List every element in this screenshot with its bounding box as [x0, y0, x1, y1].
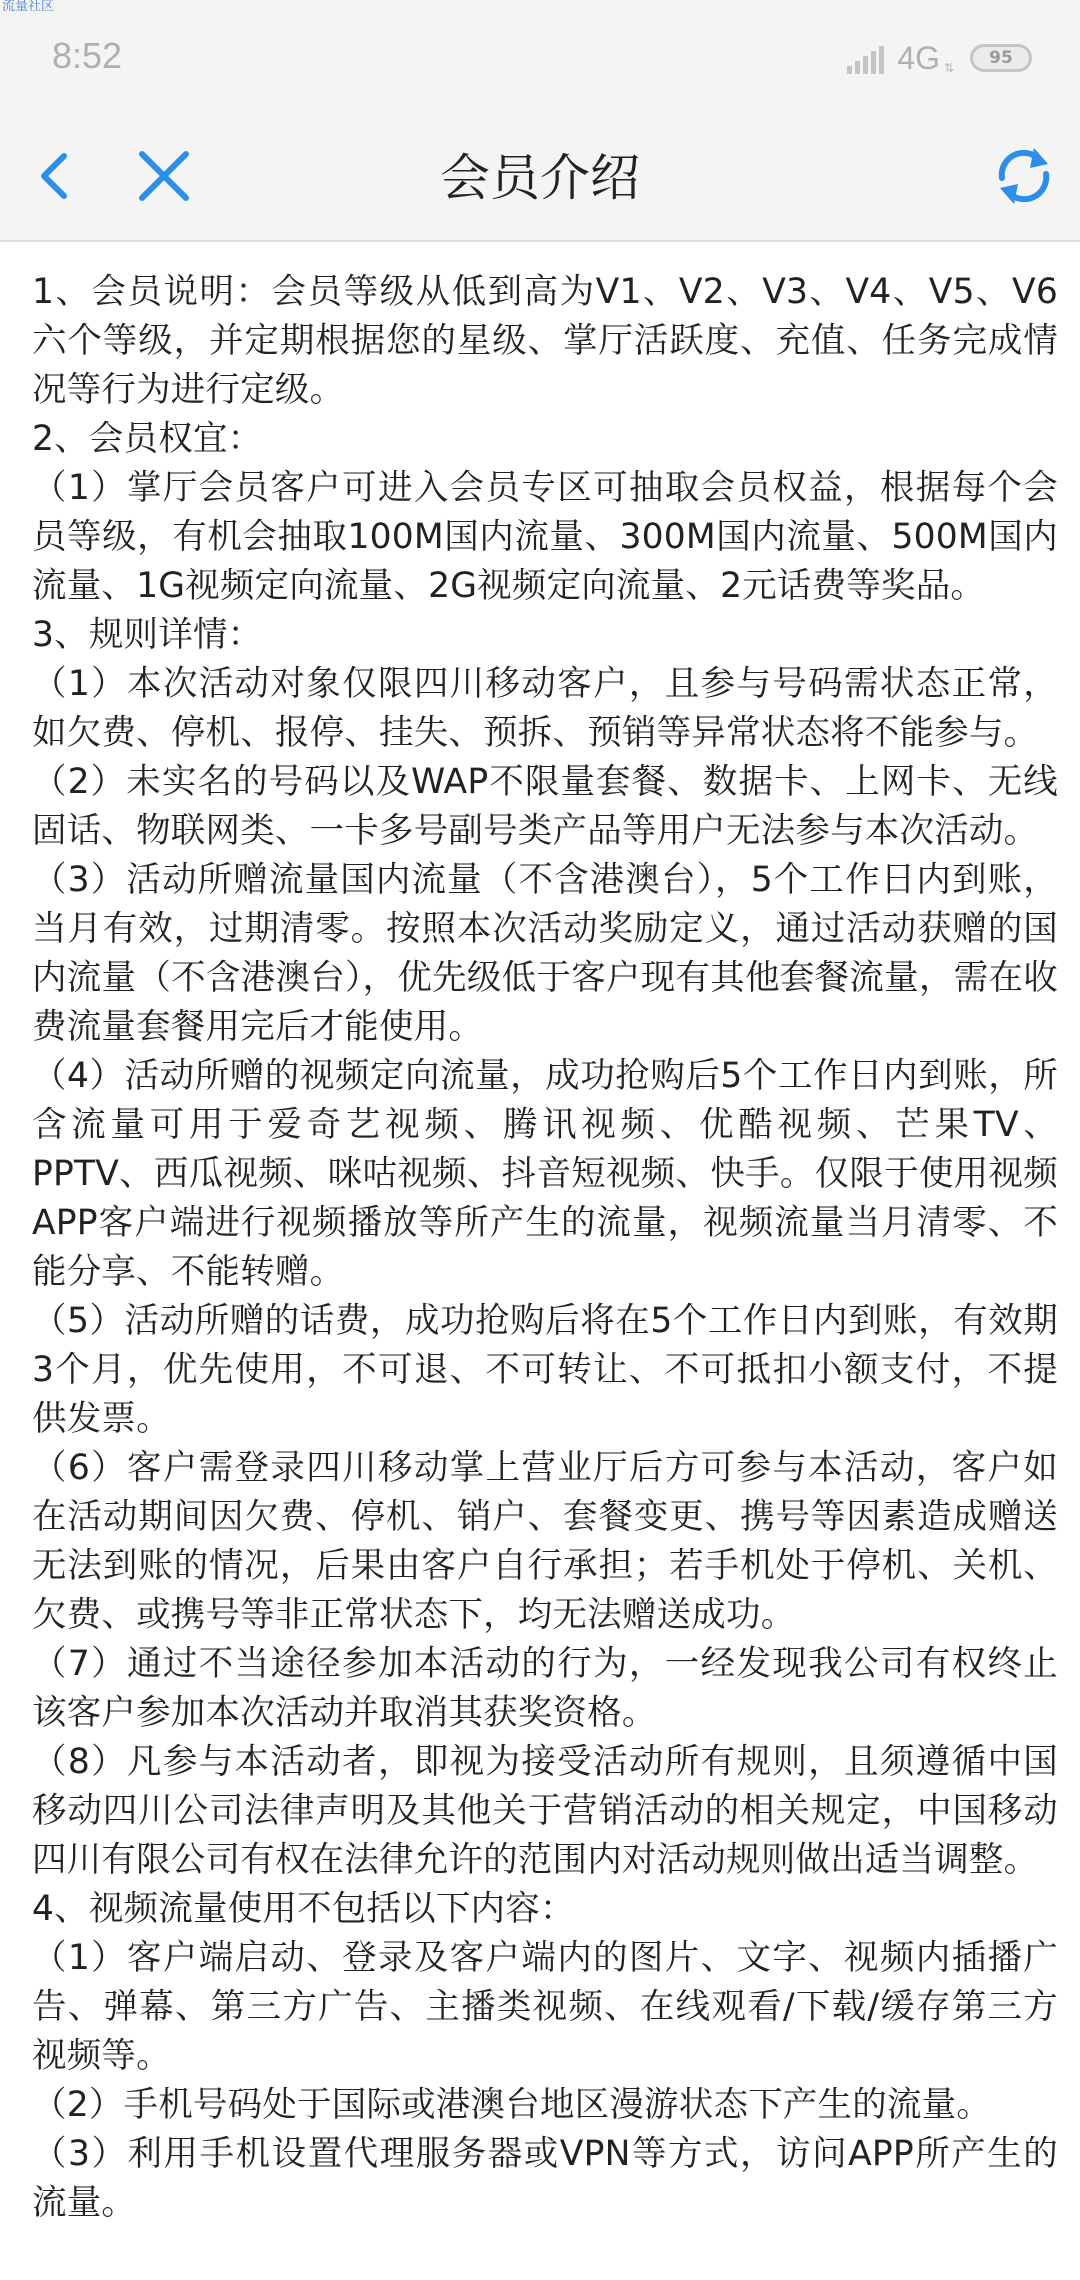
nav-bar — [0, 118, 1080, 242]
paragraph-exclusion-3: （3）利用手机设置代理服务器或VPN等方式，访问APP所产生的流量。 — [32, 2134, 1058, 2223]
paragraph-rule-5: （5）活动所赠的话费，成功抢购后将在5个工作日内到账，有效期3个月，优先使用，不可退、不可转让、不可抵扣小额支付，不提供发票。 — [32, 1301, 1058, 1439]
network-type: 4G — [897, 40, 940, 76]
heading-rule-details: 3、规则详情： — [32, 615, 263, 655]
back-button[interactable] — [28, 146, 88, 206]
battery-icon — [970, 44, 1032, 72]
network-icon — [897, 40, 954, 76]
paragraph-rights-1: （1）掌厅会员客户可进入会员专区可抽取会员权益，根据每个会员等级，有机会抽取100M国内流量、300M国内流量、500M国内流量、1G视频定向流量、2G视频定向流量、2元话费等奖品。 — [32, 468, 1058, 606]
watermark: 流量社区 — [2, 0, 55, 14]
heading-member-rights: 2、会员权宜： — [32, 419, 263, 459]
close-icon — [132, 144, 196, 208]
close-button[interactable] — [132, 144, 196, 208]
refresh-icon — [990, 142, 1058, 210]
paragraph-rule-2: （2）未实名的号码以及WAP不限量套餐、数据卡、上网卡、无线固话、物联网类、一卡多号副号类产品等用户无法参与本次活动。 — [32, 762, 1058, 851]
signal-icon — [847, 42, 887, 74]
paragraph-rule-3: （3）活动所赠流量国内流量（不含港澳台），5个工作日内到账，当月有效，过期清零。按照本次活动奖励定义，通过活动获赠的国内流量（不含港澳台），优先级低于客户现有其他套餐流量，需在收费流量套餐用完后才能使用。 — [32, 860, 1058, 1047]
paragraph-rule-1: （1）本次活动对象仅限四川移动客户，且参与号码需状态正常，如欠费、停机、报停、挂失、预拆、预销等异常状态将不能参与。 — [32, 664, 1058, 753]
status-time: 8:52 — [52, 35, 123, 76]
status-indicators — [847, 38, 1032, 78]
status-bar — [0, 0, 1080, 118]
data-arrows-icon: ⇅ — [943, 61, 954, 75]
back-icon — [28, 146, 88, 206]
paragraph-rule-4: （4）活动所赠的视频定向流量，成功抢购后5个工作日内到账，所含流量可用于爱奇艺视频、腾讯视频、优酷视频、芒果TV、PPTV、西瓜视频、咪咕视频、抖音短视频、快手。仅限于使用视频APP客户端进行视频播放等所产生的流量，视频流量当月清零、不能分享、不能转赠。 — [32, 1056, 1058, 1292]
paragraph-rule-8: （8）凡参与本活动者，即视为接受活动所有规则，且须遵循中国移动四川公司法律声明及其他关于营销活动的相关规定，中国移动四川有限公司有权在法律允许的范围内对活动规则做出适当调整。 — [32, 1742, 1058, 1880]
paragraph-rule-6: （6）客户需登录四川移动掌上营业厅后方可参与本活动，客户如在活动期间因欠费、停机、销户、套餐变更、携号等因素造成赠送无法到账的情况，后果由客户自行承担；若手机处于停机、关机、欠费、或携号等非正常状态下，均无法赠送成功。 — [32, 1448, 1058, 1635]
heading-video-exclusions: 4、视频流量使用不包括以下内容： — [32, 1889, 575, 1929]
battery-level: 95 — [989, 48, 1013, 68]
paragraph-exclusion-2: （2）手机号码处于国际或港澳台地区漫游状态下产生的流量。 — [32, 2085, 992, 2125]
paragraph-exclusion-1: （1）客户端启动、登录及客户端内的图片、文字、视频内插播广告、弹幕、第三方广告、主播类视频、在线观看/下载/缓存第三方视频等。 — [32, 1938, 1058, 2076]
rules-content — [32, 268, 1058, 2228]
page-title: 会员介绍 — [440, 149, 640, 207]
paragraph-member-description: 1、会员说明：会员等级从低到高为V1、V2、V3、V4、V5、V6六个等级，并定期根据您的星级、掌厅活跃度、充值、任务完成情况等行为进行定级。 — [32, 272, 1058, 410]
refresh-button[interactable] — [990, 142, 1058, 210]
paragraph-rule-7: （7）通过不当途径参加本活动的行为，一经发现我公司有权终止该客户参加本次活动并取消其获奖资格。 — [32, 1644, 1058, 1733]
